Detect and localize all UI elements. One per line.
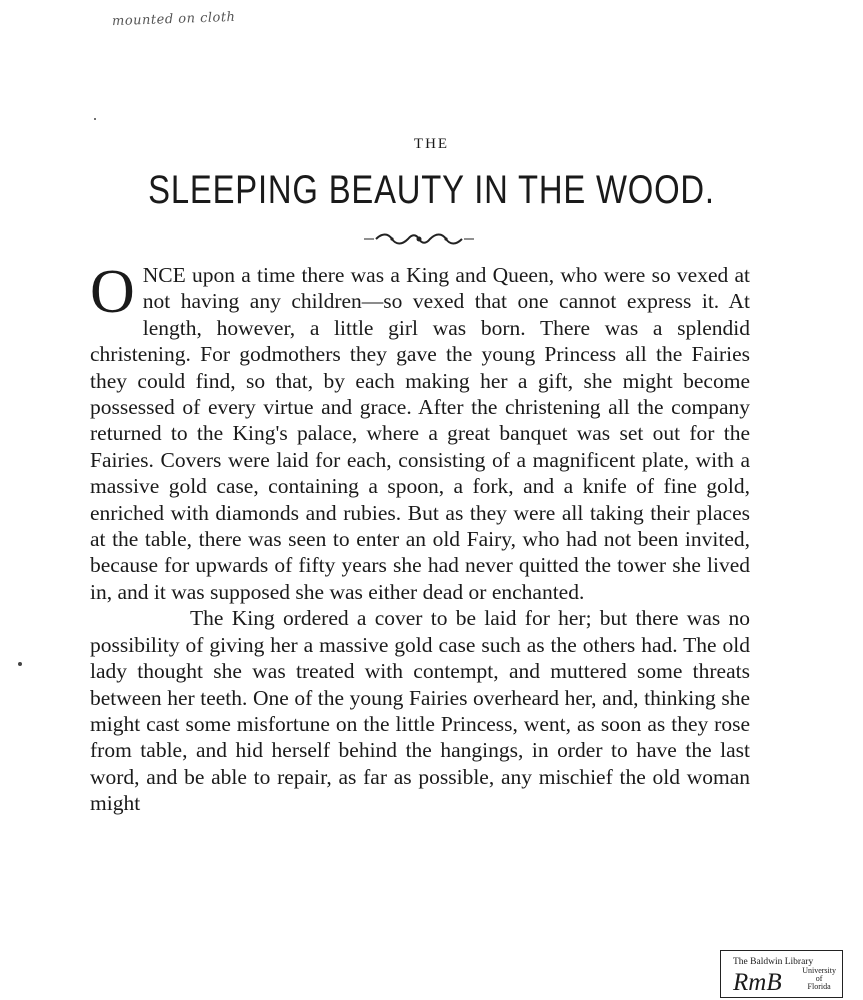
paragraph-1 [90,258,750,605]
ornament-divider [362,232,476,246]
stamp-university-line3: Florida [807,982,831,991]
dropcap: O [90,258,135,326]
title-overline: THE [413,136,450,152]
library-stamp [720,950,843,998]
stamp-monogram: RmB [733,969,782,996]
paragraph-1-text: NCE upon a time there was a King and Queen, who were so vexed at not having any children—so vexed that one cannot express it. At length, however, a little girl was born. There was a splendid christening. For godmothers they gave the young Princess all the Fairies they could find, so that, by each making her a gift, she might become possessed of every virtue and grace. After the christening all the company returned to the King's palace, where a great banquet was set out for the Fairies. Covers were laid for each, consisting of a magnificent plate, with a massive gold case, containing a spoon, a fork, and a knife of fine gold, enriched with diamonds and rubies. But as they were all taking their places at the table, there was seen to enter an old Fairy, who had not been invited, because for upwards of fifty years she had never quitted the tower she lived in, and it was supposed she was either dead or enchanted. [90,263,750,604]
story-text [90,258,750,817]
stamp-university [802,967,836,991]
scan-speck [94,118,96,120]
stamp-university-line1: University [802,966,836,975]
page-title: SLEEPING BEAUTY IN THE WOOD. [148,168,715,212]
stamp-university-line2: of [815,974,823,983]
handwritten-note: mounted on cloth [111,9,236,30]
scan-speck [18,662,22,666]
stamp-library-name: The Baldwin Library [733,957,814,967]
paragraph-2: The King ordered a cover to be laid for her; but there was no possibility of giving her a massive gold case such as the others had. The old lady thought she was treated with contempt, and muttered some threats between her teeth. One of the young Fairies overheard her, and, thinking she might cast some misfortune on the little Princess, went, as soon as they rose from table, and hid herself behind the hangings, in order to have the last word, and be able to repair, as far as possible, any mischief the old woman might [90,606,750,816]
